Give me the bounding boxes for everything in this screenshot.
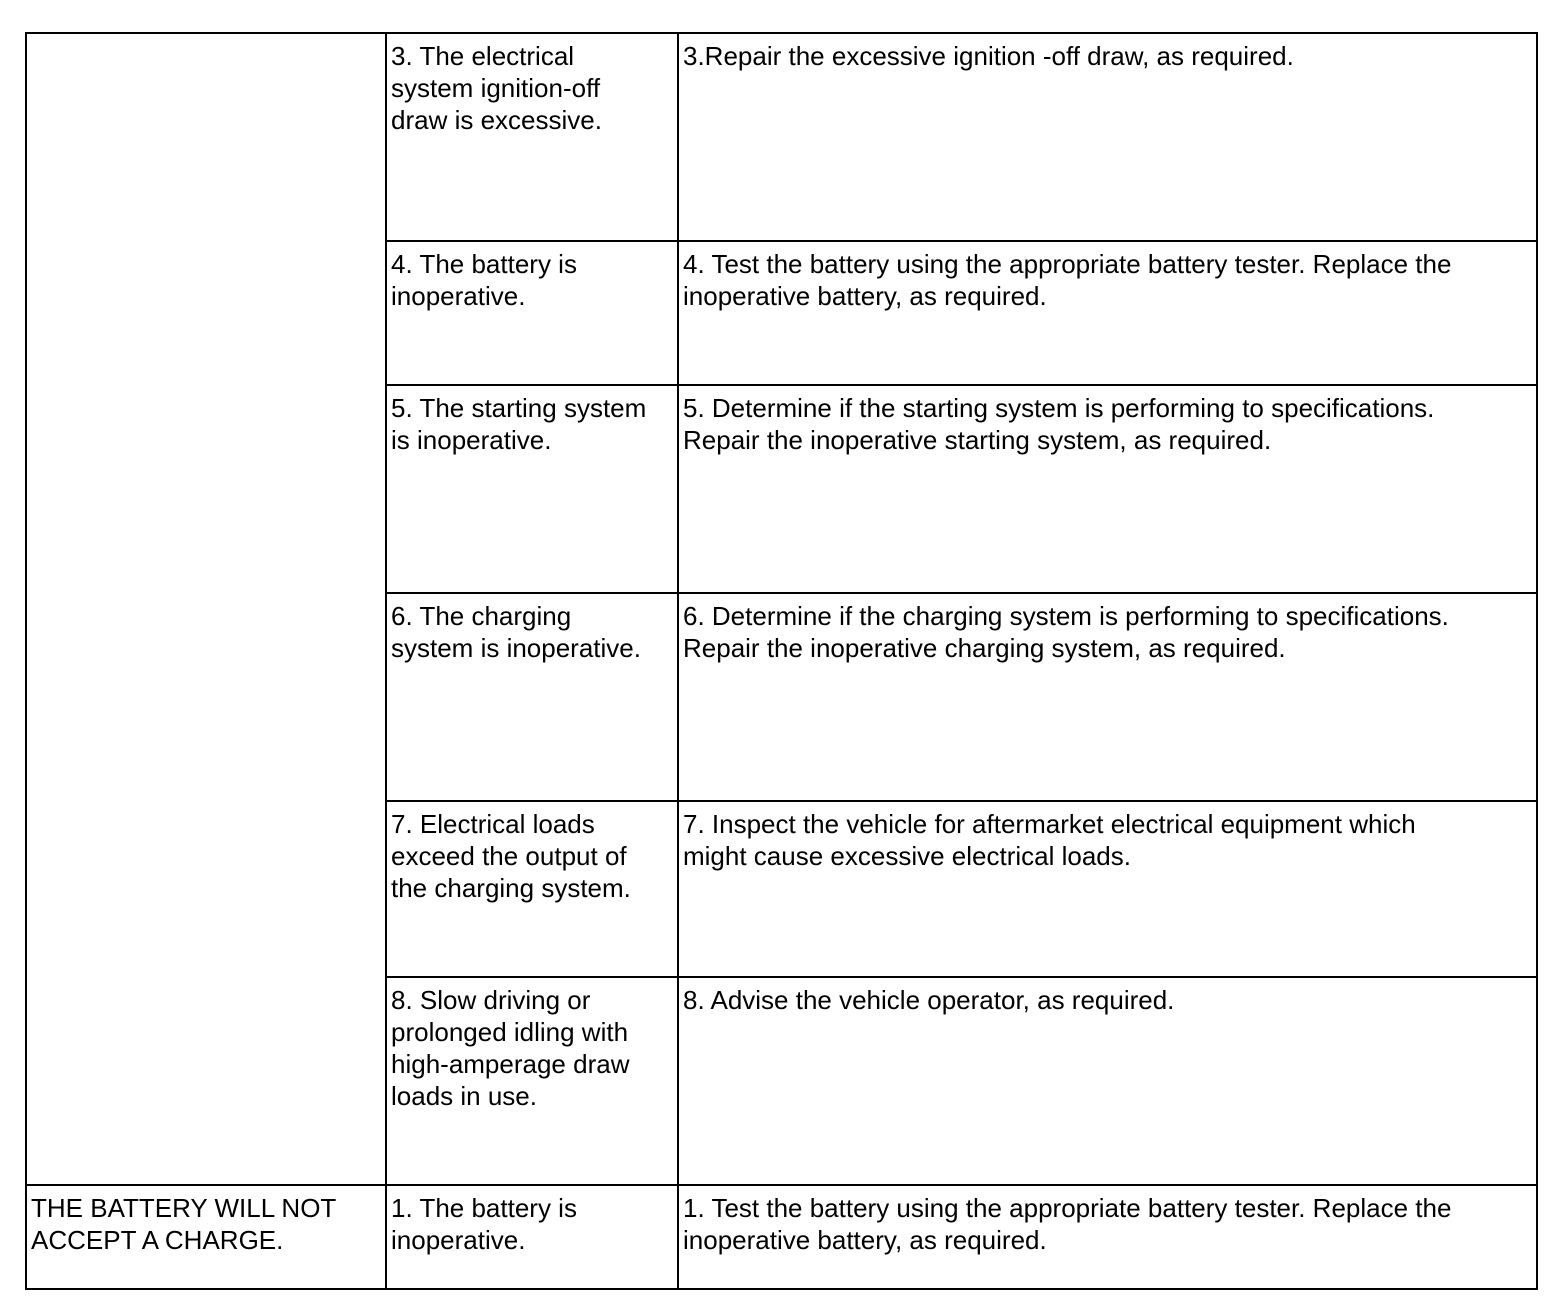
cause-cell: 7. Electrical loads exceed the output of the charging system.	[386, 801, 678, 977]
condition-cell	[26, 33, 386, 1185]
cause-cell: 8. Slow driving or prolonged idling with high-amperage draw loads in use.	[386, 977, 678, 1185]
diagnosis-table	[25, 32, 1538, 1290]
cause-cell: 3. The electrical system ignition-off draw is excessive.	[386, 33, 678, 241]
cause-cell: 4. The battery is inoperative.	[386, 241, 678, 385]
correction-cell: 4. Test the battery using the appropriate battery tester. Replace the inoperative battery, as required.	[678, 241, 1537, 385]
correction-cell: 7. Inspect the vehicle for aftermarket electrical equipment which might cause excessive electrical loads.	[678, 801, 1537, 977]
cause-cell: 6. The charging system is inoperative.	[386, 593, 678, 801]
correction-cell: 1. Test the battery using the appropriate battery tester. Replace the inoperative battery, as required.	[678, 1185, 1537, 1289]
cause-cell: 5. The starting system is inoperative.	[386, 385, 678, 593]
correction-cell: 5. Determine if the starting system is performing to specifications. Repair the inoperative starting system, as required.	[678, 385, 1537, 593]
correction-cell: 3.Repair the excessive ignition -off draw, as required.	[678, 33, 1537, 241]
correction-cell: 6. Determine if the charging system is performing to specifications. Repair the inoperative charging system, as required.	[678, 593, 1537, 801]
cause-cell: 1. The battery is inoperative.	[386, 1185, 678, 1289]
correction-cell: 8. Advise the vehicle operator, as required.	[678, 977, 1537, 1185]
condition-cell: THE BATTERY WILL NOT ACCEPT A CHARGE.	[26, 1185, 386, 1289]
table-row	[26, 33, 1537, 241]
table-row	[26, 1185, 1537, 1289]
